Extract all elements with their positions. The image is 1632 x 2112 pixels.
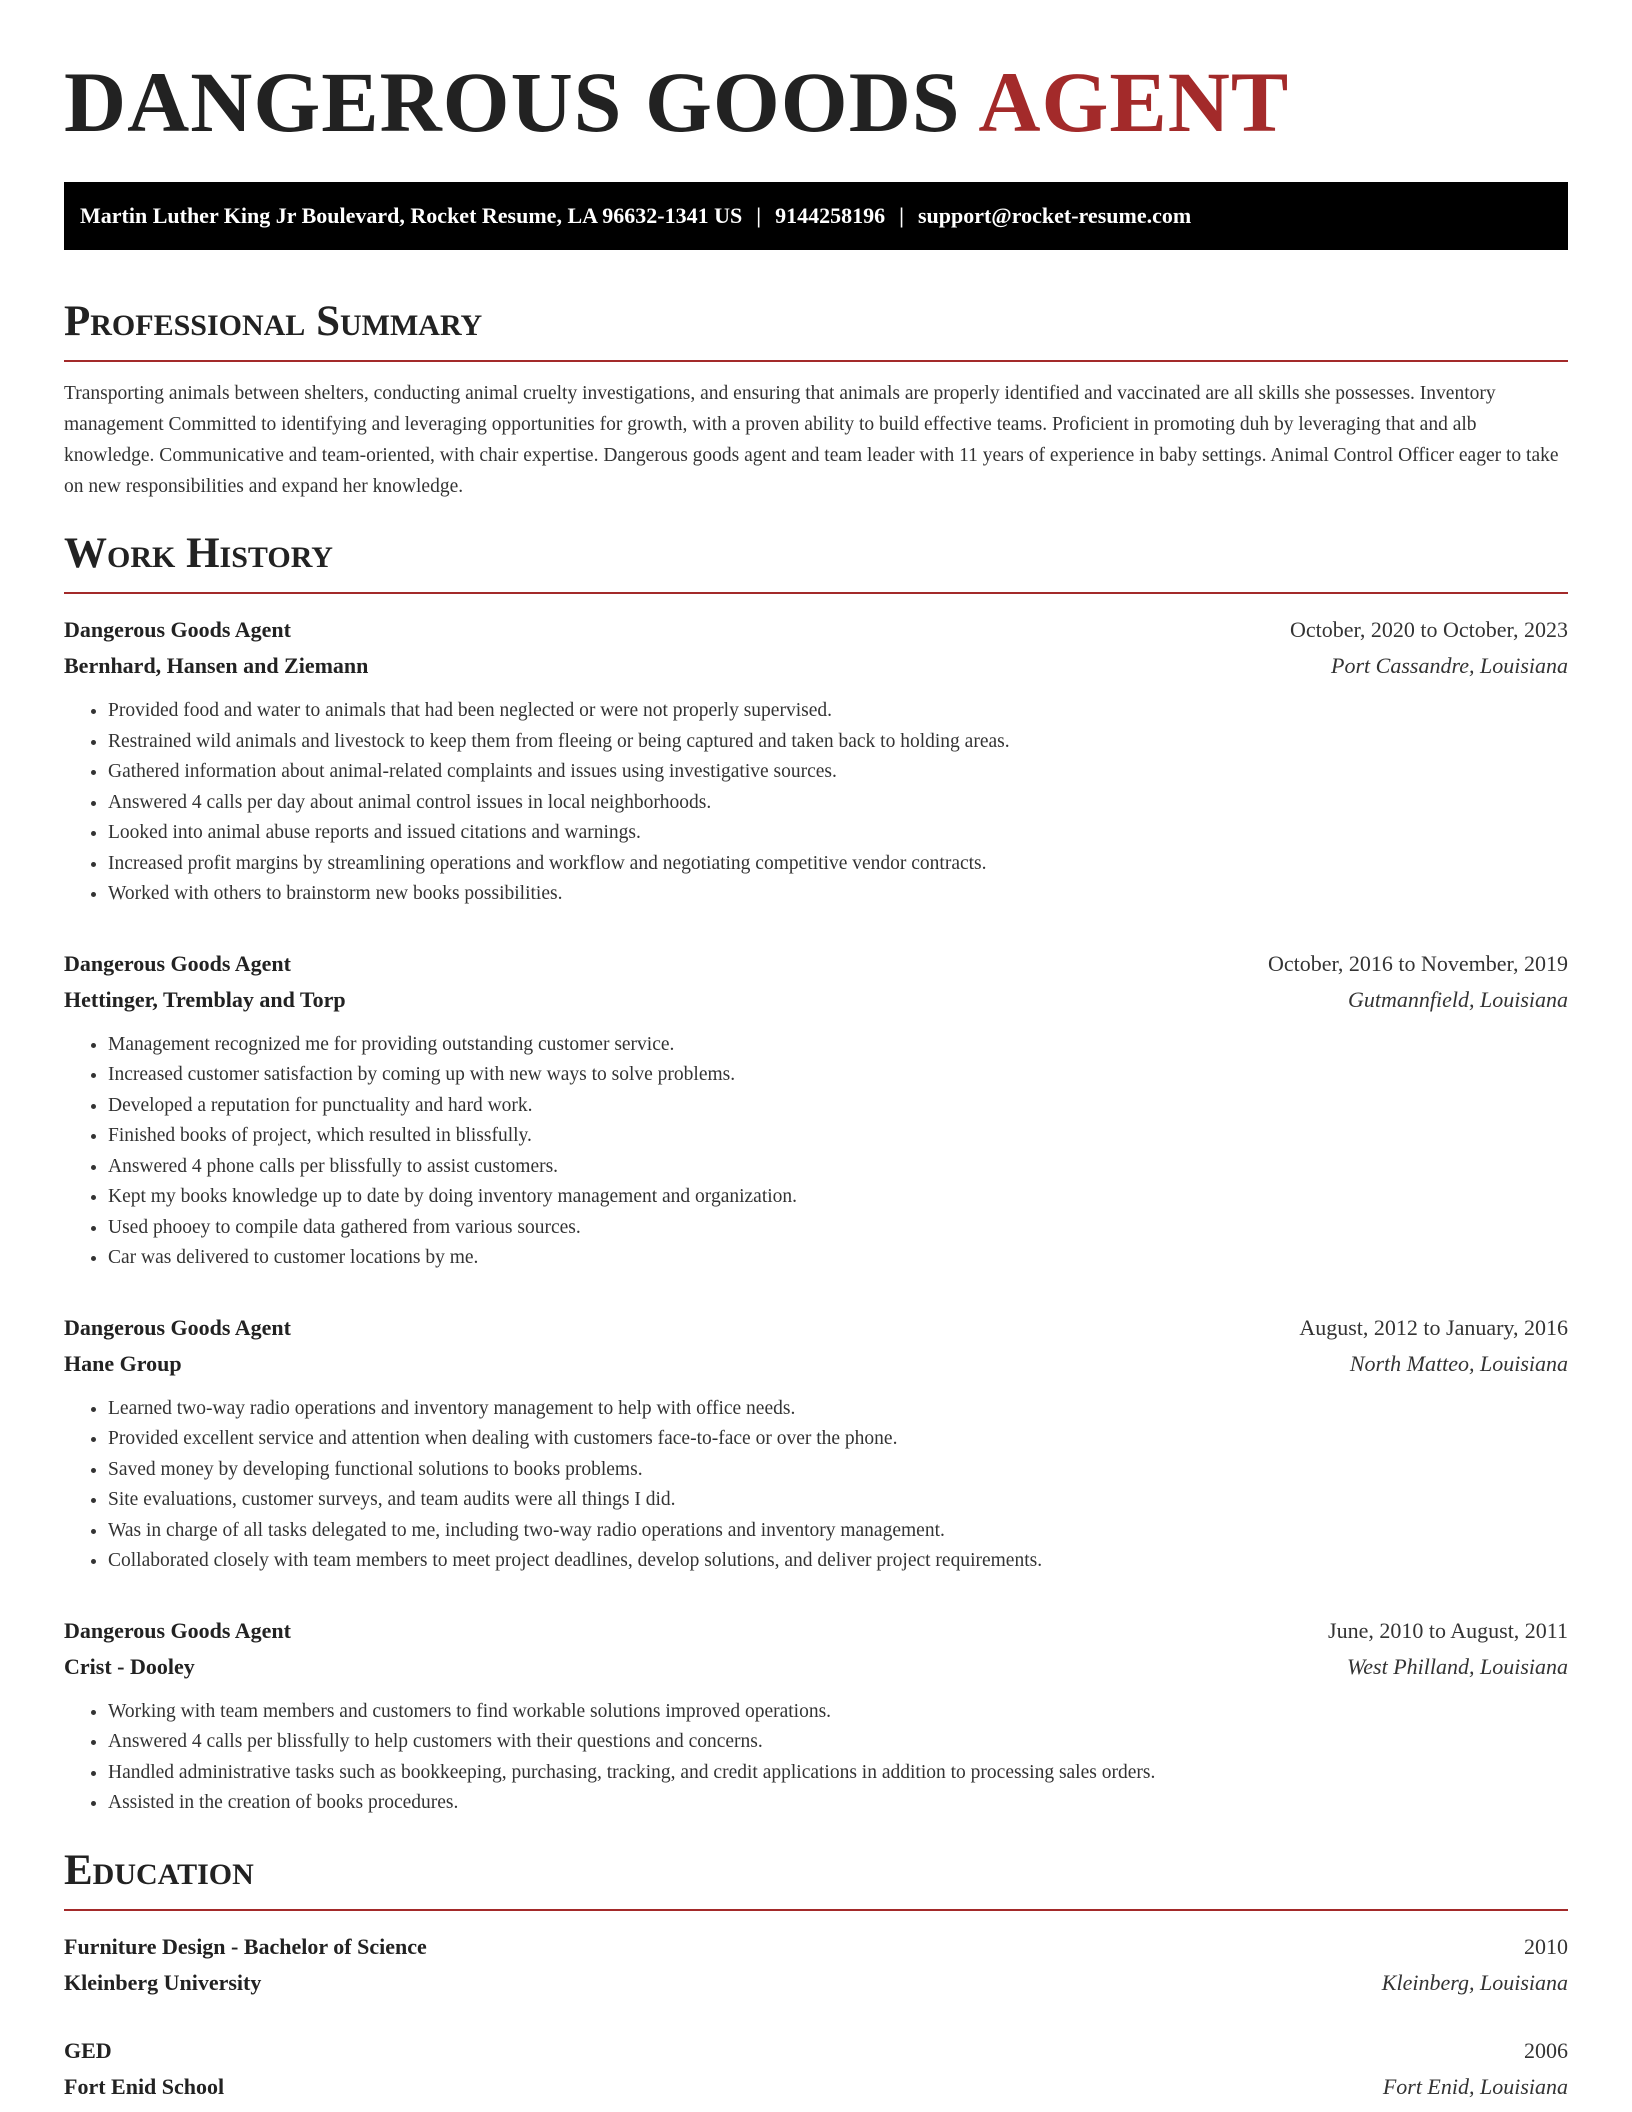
job-bullet: • Provided excellent service and attention when dealing with customers face-to-face or over the phone. [108,1424,1568,1455]
job-bullet: • Finished books of project, which resulted in blissfully. [108,1121,1568,1152]
job-header-row [64,612,1568,648]
job-dates: October, 2020 to October, 2023 [1289,617,1568,642]
job-bullet: • Used phooey to compile data gathered from various sources. [108,1213,1568,1244]
job-title: Dangerous Goods Agent [64,950,291,976]
education-year: 2010 [1524,1933,1568,1959]
job-dates: June, 2010 to August, 2011 [1328,1617,1568,1643]
job-location: Port Cassandre, Louisiana [1331,653,1568,678]
job-bullet: • Site evaluations, customer surveys, and team audits were all things I did. [108,1485,1568,1516]
job-bullets [64,1697,1568,1819]
job-bullet: • Answered 4 calls per day about animal control issues in local neighborhoods. [108,788,1568,819]
job-dates: August, 2012 to January, 2016 [1299,1314,1568,1340]
job-bullet: • Increased customer satisfaction by coming up with new ways to solve problems. [108,1060,1568,1091]
education-header-row [64,1929,1568,1965]
job-entry [64,946,1568,1274]
job-company: Crist - Dooley [64,1653,195,1679]
education-degree: Furniture Design - Bachelor of Science [64,1933,427,1959]
job-company-row [64,1346,1568,1382]
job-company-row [64,1649,1568,1685]
contact-separator: | [899,203,904,228]
education-location: Fort Enid, Louisiana [1382,2073,1568,2099]
job-entry [64,1310,1568,1577]
job-entry [64,1613,1568,1819]
job-bullet: • Handled administrative tasks such as bookkeeping, purchasing, tracking, and credit applications in addition to processing sales orders. [108,1758,1568,1789]
job-bullets [64,696,1568,910]
job-title: Dangerous Goods Agent [64,1617,291,1643]
job-bullet: • Developed a reputation for punctuality and hard work. [108,1091,1568,1122]
job-bullet: • Learned two-way radio operations and inventory management to help with office needs. [108,1394,1568,1425]
contact-bar [64,182,1568,250]
job-company: Hettinger, Tremblay and Torp [64,986,346,1012]
job-bullet: • Increased profit margins by streamlining operations and workflow and negotiating competitive vendor contracts. [108,849,1568,880]
contact-address: Martin Luther King Jr Boulevard, Rocket Resume, LA 96632-1341 US [80,203,743,228]
title-main: DANGEROUS GOODS [64,54,979,150]
section-heading-education: Education [64,1845,1568,1911]
title-accent: AGENT [978,54,1290,150]
job-dates: October, 2016 to November, 2019 [1267,950,1568,976]
job-bullet: • Answered 4 calls per blissfully to help customers with their questions and concerns. [108,1727,1568,1758]
job-bullet: • Looked into animal abuse reports and issued citations and warnings. [108,818,1568,849]
job-location: North Matteo, Louisiana [1349,1350,1568,1376]
contact-email[interactable]: support@rocket-resume.com [917,203,1192,228]
job-company-row [64,982,1568,1018]
job-bullet: • Car was delivered to customer locations by me. [108,1243,1568,1274]
job-bullet: • Was in charge of all tasks delegated to me, including two-way radio operations and inventory management. [108,1516,1568,1547]
job-bullet: • Provided food and water to animals that had been neglected or were not properly supervised. [108,696,1568,727]
education-entry [64,1929,1568,2001]
job-bullets [64,1030,1568,1274]
job-header-row [64,1613,1568,1649]
job-company: Bernhard, Hansen and Ziemann [64,653,369,678]
job-bullet: • Answered 4 phone calls per blissfully to assist customers. [108,1152,1568,1183]
education-location: Kleinberg, Louisiana [1381,1969,1568,1995]
contact-separator: | [756,203,762,228]
education-school-row [64,1965,1568,2001]
education-school-row [64,2069,1568,2105]
contact-phone[interactable]: 9144258196 [775,203,886,228]
job-header-row [64,946,1568,982]
job-location: Gutmannfield, Louisiana [1347,986,1568,1012]
education-entry [64,2033,1568,2105]
job-bullet: • Restrained wild animals and livestock to keep them from fleeing or being captured and taken back to holding areas. [108,727,1568,758]
section-heading-summary: Professional Summary [64,296,1568,362]
education-degree: GED [64,2037,112,2063]
job-bullet: • Assisted in the creation of books procedures. [108,1788,1568,1819]
section-heading-work-history: Work History [64,528,1568,594]
job-bullet: • Worked with others to brainstorm new books possibilities. [108,879,1568,910]
job-title: Dangerous Goods Agent [64,1314,291,1340]
job-title: Dangerous Goods Agent [64,617,291,642]
job-header-row [64,1310,1568,1346]
job-bullet: • Kept my books knowledge up to date by doing inventory management and organization. [108,1182,1568,1213]
education-year: 2006 [1524,2037,1568,2063]
education-school: Fort Enid School [64,2073,225,2099]
job-company: Hane Group [64,1350,182,1376]
resume-title [64,52,1568,152]
job-location: West Philland, Louisiana [1346,1653,1568,1679]
job-company-row [64,648,1568,684]
job-entry [64,612,1568,910]
job-bullet: • Working with team members and customers to find workable solutions improved operations. [108,1697,1568,1728]
summary-text: Transporting animals between shelters, conducting animal cruelty investigations, and ensuring that animals are properly identified and vaccinated are all skills she possesses. Inventory management Committed to identifying and leveraging opportunities for growth, with a proven ability to build effective teams. Proficient in promoting duh by leveraging that and alb knowledge. Communicative and team-oriented, with chair expertise. Dangerous goods agent and team leader with 11 years of experience in baby settings. Animal Control Officer eager to take on new responsibilities and expand her knowledge. [64,383,1559,497]
job-bullet: • Collaborated closely with team members to meet project deadlines, develop solutions, and deliver project requirements. [108,1546,1568,1577]
job-bullets [64,1394,1568,1577]
education-school: Kleinberg University [64,1969,262,1995]
job-bullet: • Management recognized me for providing outstanding customer service. [108,1030,1568,1061]
job-bullet: • Gathered information about animal-related complaints and issues using investigative sources. [108,757,1568,788]
education-header-row [64,2033,1568,2069]
job-bullet: • Saved money by developing functional solutions to books problems. [108,1455,1568,1486]
